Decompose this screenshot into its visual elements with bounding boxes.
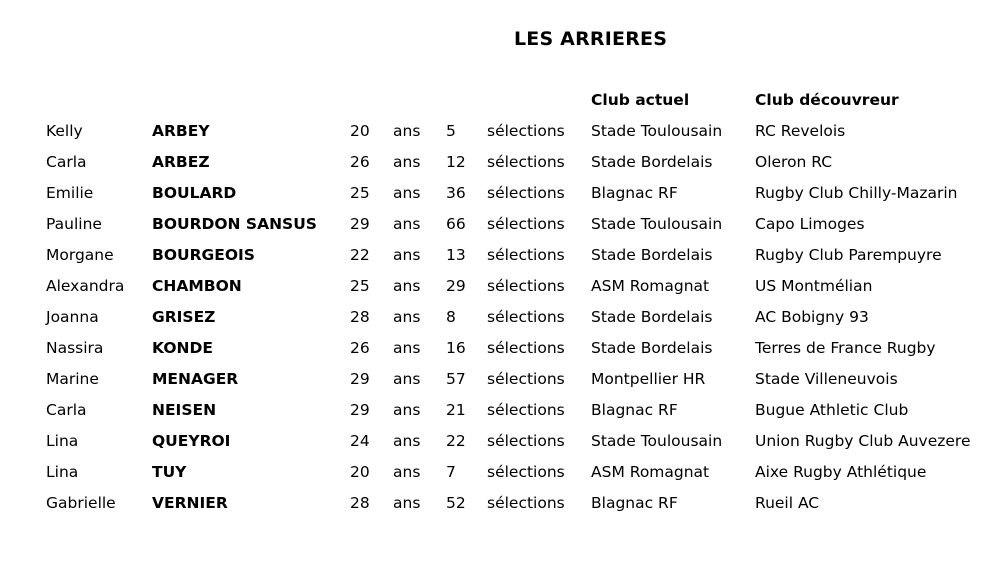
last-name: ARBEZ (152, 153, 210, 171)
current-club: Stade Bordelais (591, 153, 713, 171)
caps-count: 16 (446, 339, 466, 357)
table-row (0, 463, 1000, 494)
first-name: Carla (46, 401, 87, 419)
table-row (0, 494, 1000, 525)
table-row (0, 339, 1000, 370)
table-row (0, 308, 1000, 339)
first-name: Marine (46, 370, 99, 388)
last-name: NEISEN (152, 401, 217, 419)
last-name: KONDE (152, 339, 213, 357)
first-name: Joanna (46, 308, 99, 326)
header-club-decouvreur: Club découvreur (755, 91, 899, 109)
current-club: Stade Toulousain (591, 122, 723, 140)
caps-count: 52 (446, 494, 466, 512)
caps-count: 29 (446, 277, 466, 295)
discoverer-club: Oleron RC (755, 153, 833, 171)
current-club: ASM Romagnat (591, 277, 710, 295)
current-club: Montpellier HR (591, 370, 706, 388)
last-name: VERNIER (152, 494, 228, 512)
caps-count: 22 (446, 432, 466, 450)
first-name: Alexandra (46, 277, 125, 295)
first-name: Lina (46, 463, 79, 481)
current-club: Stade Bordelais (591, 308, 713, 326)
caps-count: 5 (446, 122, 456, 140)
first-name: Emilie (46, 184, 94, 202)
age: 20 (350, 122, 370, 140)
caps-count: 21 (446, 401, 466, 419)
current-club: ASM Romagnat (591, 463, 710, 481)
current-club: Stade Bordelais (591, 339, 713, 357)
caps-label: sélections (487, 370, 565, 388)
age-unit: ans (393, 122, 421, 140)
caps-label: sélections (487, 277, 565, 295)
discoverer-club: Rueil AC (755, 494, 820, 512)
page-title: LES ARRIERES (514, 28, 668, 50)
discoverer-club: US Montmélian (755, 277, 873, 295)
table-row (0, 153, 1000, 184)
caps-count: 36 (446, 184, 466, 202)
age-unit: ans (393, 401, 421, 419)
first-name: Pauline (46, 215, 102, 233)
current-club: Blagnac RF (591, 184, 678, 202)
discoverer-club: Terres de France Rugby (755, 339, 936, 357)
first-name: Kelly (46, 122, 83, 140)
age-unit: ans (393, 339, 421, 357)
age-unit: ans (393, 215, 421, 233)
players-table (0, 122, 1000, 525)
discoverer-club: Rugby Club Chilly-Mazarin (755, 184, 958, 202)
age-unit: ans (393, 494, 421, 512)
age: 25 (350, 277, 370, 295)
caps-count: 13 (446, 246, 466, 264)
table-row (0, 246, 1000, 277)
table-header (0, 91, 1000, 113)
last-name: CHAMBON (152, 277, 242, 295)
table-row (0, 277, 1000, 308)
discoverer-club: Rugby Club Parempuyre (755, 246, 942, 264)
age: 29 (350, 401, 370, 419)
current-club: Stade Bordelais (591, 246, 713, 264)
caps-label: sélections (487, 463, 565, 481)
caps-count: 66 (446, 215, 466, 233)
discoverer-club: RC Revelois (755, 122, 846, 140)
age: 29 (350, 215, 370, 233)
caps-label: sélections (487, 401, 565, 419)
current-club: Stade Toulousain (591, 432, 723, 450)
current-club: Stade Toulousain (591, 215, 723, 233)
age-unit: ans (393, 246, 421, 264)
discoverer-club: Capo Limoges (755, 215, 865, 233)
last-name: TUY (152, 463, 187, 481)
header-club-actuel: Club actuel (591, 91, 690, 109)
caps-label: sélections (487, 153, 565, 171)
current-club: Blagnac RF (591, 494, 678, 512)
caps-label: sélections (487, 215, 565, 233)
table-row (0, 401, 1000, 432)
last-name: BOULARD (152, 184, 237, 202)
age: 28 (350, 308, 370, 326)
age: 22 (350, 246, 370, 264)
discoverer-club: AC Bobigny 93 (755, 308, 869, 326)
caps-label: sélections (487, 339, 565, 357)
caps-count: 57 (446, 370, 466, 388)
table-row (0, 432, 1000, 463)
caps-label: sélections (487, 122, 565, 140)
caps-label: sélections (487, 246, 565, 264)
last-name: BOURGEOIS (152, 246, 255, 264)
discoverer-club: Union Rugby Club Auvezere (755, 432, 971, 450)
last-name: QUEYROI (152, 432, 231, 450)
last-name: GRISEZ (152, 308, 216, 326)
caps-count: 12 (446, 153, 466, 171)
age-unit: ans (393, 277, 421, 295)
last-name: BOURDON SANSUS (152, 215, 317, 233)
table-row (0, 122, 1000, 153)
caps-label: sélections (487, 494, 565, 512)
age: 29 (350, 370, 370, 388)
first-name: Lina (46, 432, 79, 450)
discoverer-club: Bugue Athletic Club (755, 401, 909, 419)
age-unit: ans (393, 432, 421, 450)
discoverer-club: Aixe Rugby Athlétique (755, 463, 927, 481)
age: 28 (350, 494, 370, 512)
caps-count: 8 (446, 308, 456, 326)
discoverer-club: Stade Villeneuvois (755, 370, 898, 388)
first-name: Nassira (46, 339, 104, 357)
age: 26 (350, 153, 370, 171)
age-unit: ans (393, 184, 421, 202)
caps-label: sélections (487, 432, 565, 450)
age-unit: ans (393, 308, 421, 326)
last-name: MENAGER (152, 370, 239, 388)
table-row (0, 370, 1000, 401)
current-club: Blagnac RF (591, 401, 678, 419)
caps-count: 7 (446, 463, 456, 481)
last-name: ARBEY (152, 122, 210, 140)
first-name: Gabrielle (46, 494, 116, 512)
age: 20 (350, 463, 370, 481)
caps-label: sélections (487, 184, 565, 202)
first-name: Carla (46, 153, 87, 171)
age-unit: ans (393, 463, 421, 481)
age: 24 (350, 432, 370, 450)
age-unit: ans (393, 153, 421, 171)
table-row (0, 215, 1000, 246)
table-row (0, 184, 1000, 215)
first-name: Morgane (46, 246, 114, 264)
age-unit: ans (393, 370, 421, 388)
age: 25 (350, 184, 370, 202)
caps-label: sélections (487, 308, 565, 326)
age: 26 (350, 339, 370, 357)
